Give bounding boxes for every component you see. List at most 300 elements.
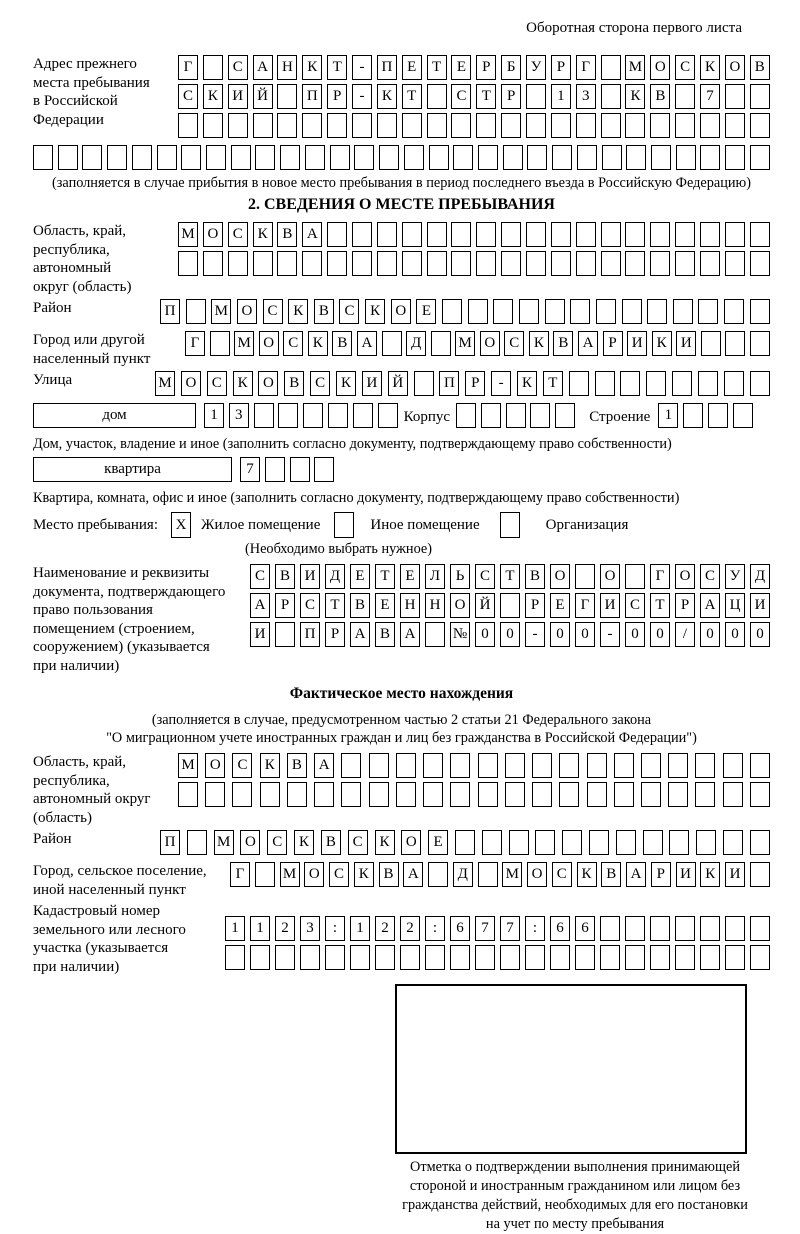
char-cell[interactable] xyxy=(228,113,248,138)
char-cell[interactable] xyxy=(600,945,620,970)
char-cell[interactable]: М xyxy=(280,862,300,887)
char-cell[interactable]: Ц xyxy=(725,593,745,618)
char-cell[interactable] xyxy=(300,945,320,970)
char-cell[interactable] xyxy=(750,299,770,324)
char-cell[interactable] xyxy=(576,251,596,276)
char-cell[interactable] xyxy=(352,222,372,247)
char-cell[interactable]: С xyxy=(263,299,283,324)
char-cell[interactable]: 0 xyxy=(725,622,745,647)
char-cell[interactable]: Г xyxy=(185,331,205,356)
char-cell[interactable]: Р xyxy=(651,862,671,887)
char-cell[interactable]: А xyxy=(314,753,334,778)
stay-type-checkbox-residential[interactable]: X xyxy=(171,512,191,538)
char-cell[interactable] xyxy=(375,945,395,970)
char-cell[interactable]: П xyxy=(160,830,180,855)
char-cell[interactable] xyxy=(601,84,621,109)
char-cell[interactable]: К xyxy=(700,862,720,887)
char-cell[interactable] xyxy=(501,251,521,276)
char-cell[interactable]: В xyxy=(287,753,307,778)
char-cell[interactable] xyxy=(352,113,372,138)
char-cell[interactable]: С xyxy=(329,862,349,887)
char-cell[interactable] xyxy=(559,753,579,778)
char-cell[interactable]: В xyxy=(321,830,341,855)
char-cell[interactable] xyxy=(505,753,525,778)
char-cell[interactable]: : xyxy=(425,916,445,941)
char-cell[interactable]: Е xyxy=(375,593,395,618)
char-cell[interactable] xyxy=(369,782,389,807)
char-cell[interactable]: М xyxy=(178,753,198,778)
char-cell[interactable]: С xyxy=(267,830,287,855)
char-cell[interactable] xyxy=(696,830,716,855)
char-cell[interactable] xyxy=(596,299,616,324)
char-cell[interactable]: К xyxy=(354,862,374,887)
char-cell[interactable] xyxy=(577,145,597,170)
char-cell[interactable]: С xyxy=(552,862,572,887)
char-cell[interactable] xyxy=(505,782,525,807)
char-cell[interactable] xyxy=(228,251,248,276)
char-cell[interactable] xyxy=(427,251,447,276)
char-cell[interactable] xyxy=(451,113,471,138)
char-cell[interactable]: 1 xyxy=(658,403,678,428)
char-cell[interactable] xyxy=(178,113,198,138)
char-cell[interactable]: К xyxy=(302,55,322,80)
char-cell[interactable]: М xyxy=(178,222,198,247)
char-cell[interactable] xyxy=(427,222,447,247)
char-cell[interactable] xyxy=(493,299,513,324)
char-cell[interactable] xyxy=(601,113,621,138)
char-cell[interactable] xyxy=(82,145,102,170)
char-cell[interactable] xyxy=(650,916,670,941)
char-cell[interactable] xyxy=(253,251,273,276)
char-cell[interactable] xyxy=(277,84,297,109)
char-cell[interactable]: Т xyxy=(500,564,520,589)
char-cell[interactable] xyxy=(232,782,252,807)
char-cell[interactable] xyxy=(551,222,571,247)
char-cell[interactable] xyxy=(750,222,770,247)
char-cell[interactable] xyxy=(250,945,270,970)
char-cell[interactable] xyxy=(589,830,609,855)
char-cell[interactable] xyxy=(429,145,449,170)
char-cell[interactable]: Р xyxy=(476,55,496,80)
char-cell[interactable] xyxy=(302,113,322,138)
char-cell[interactable]: 3 xyxy=(300,916,320,941)
char-cell[interactable] xyxy=(723,753,743,778)
char-cell[interactable] xyxy=(725,916,745,941)
char-cell[interactable]: В xyxy=(277,222,297,247)
char-cell[interactable] xyxy=(500,945,520,970)
char-cell[interactable]: 0 xyxy=(500,622,520,647)
char-cell[interactable] xyxy=(641,782,661,807)
char-cell[interactable]: О xyxy=(675,564,695,589)
char-cell[interactable]: Н xyxy=(400,593,420,618)
char-cell[interactable] xyxy=(325,945,345,970)
char-cell[interactable]: Й xyxy=(388,371,408,396)
char-cell[interactable]: - xyxy=(491,371,511,396)
char-cell[interactable] xyxy=(576,113,596,138)
char-cell[interactable]: В xyxy=(284,371,304,396)
char-cell[interactable] xyxy=(526,84,546,109)
char-cell[interactable]: С xyxy=(310,371,330,396)
char-cell[interactable]: И xyxy=(228,84,248,109)
char-cell[interactable]: С xyxy=(228,222,248,247)
char-cell[interactable]: В xyxy=(275,564,295,589)
char-cell[interactable]: Р xyxy=(675,593,695,618)
char-cell[interactable] xyxy=(750,113,770,138)
char-cell[interactable]: В xyxy=(379,862,399,887)
char-cell[interactable] xyxy=(442,299,462,324)
char-cell[interactable] xyxy=(330,145,350,170)
char-cell[interactable]: С xyxy=(300,593,320,618)
char-cell[interactable]: - xyxy=(352,55,372,80)
char-cell[interactable] xyxy=(260,782,280,807)
char-cell[interactable]: Г xyxy=(650,564,670,589)
char-cell[interactable]: А xyxy=(357,331,377,356)
char-cell[interactable] xyxy=(698,371,718,396)
char-cell[interactable]: О xyxy=(527,862,547,887)
char-cell[interactable]: К xyxy=(288,299,308,324)
char-cell[interactable]: И xyxy=(362,371,382,396)
char-cell[interactable] xyxy=(587,782,607,807)
char-cell[interactable]: Р xyxy=(501,84,521,109)
char-cell[interactable]: С xyxy=(625,593,645,618)
char-cell[interactable] xyxy=(377,113,397,138)
char-cell[interactable]: Е xyxy=(350,564,370,589)
char-cell[interactable] xyxy=(402,113,422,138)
char-cell[interactable]: 1 xyxy=(551,84,571,109)
char-cell[interactable]: 1 xyxy=(204,403,224,428)
char-cell[interactable] xyxy=(530,403,550,428)
char-cell[interactable] xyxy=(402,222,422,247)
char-cell[interactable]: А xyxy=(578,331,598,356)
char-cell[interactable]: П xyxy=(302,84,322,109)
char-cell[interactable] xyxy=(570,299,590,324)
char-cell[interactable] xyxy=(725,113,745,138)
char-cell[interactable] xyxy=(601,55,621,80)
char-cell[interactable] xyxy=(750,251,770,276)
char-cell[interactable] xyxy=(456,403,476,428)
char-cell[interactable]: Е xyxy=(451,55,471,80)
char-cell[interactable] xyxy=(569,371,589,396)
char-cell[interactable] xyxy=(275,945,295,970)
char-cell[interactable] xyxy=(575,945,595,970)
char-cell[interactable]: : xyxy=(525,916,545,941)
char-cell[interactable]: Г xyxy=(178,55,198,80)
char-cell[interactable]: С xyxy=(232,753,252,778)
char-cell[interactable] xyxy=(723,782,743,807)
char-cell[interactable] xyxy=(669,830,689,855)
char-cell[interactable]: Т xyxy=(650,593,670,618)
char-cell[interactable]: 6 xyxy=(450,916,470,941)
char-cell[interactable] xyxy=(750,862,770,887)
char-cell[interactable] xyxy=(616,830,636,855)
char-cell[interactable]: Р xyxy=(275,593,295,618)
char-cell[interactable]: А xyxy=(403,862,423,887)
char-cell[interactable]: А xyxy=(400,622,420,647)
char-cell[interactable]: К xyxy=(294,830,314,855)
char-cell[interactable] xyxy=(551,113,571,138)
char-cell[interactable]: № xyxy=(450,622,470,647)
char-cell[interactable]: 2 xyxy=(400,916,420,941)
char-cell[interactable] xyxy=(379,145,399,170)
char-cell[interactable]: Д xyxy=(453,862,473,887)
char-cell[interactable] xyxy=(526,113,546,138)
char-cell[interactable]: В xyxy=(750,55,770,80)
char-cell[interactable]: 0 xyxy=(475,622,495,647)
char-cell[interactable]: К xyxy=(377,84,397,109)
char-cell[interactable] xyxy=(352,251,372,276)
char-cell[interactable]: Е xyxy=(416,299,436,324)
char-cell[interactable] xyxy=(455,830,475,855)
char-cell[interactable] xyxy=(675,84,695,109)
char-cell[interactable] xyxy=(562,830,582,855)
char-cell[interactable] xyxy=(750,753,770,778)
char-cell[interactable]: Ь xyxy=(450,564,470,589)
char-cell[interactable] xyxy=(601,222,621,247)
char-cell[interactable] xyxy=(501,113,521,138)
char-cell[interactable] xyxy=(725,945,745,970)
char-cell[interactable] xyxy=(328,403,348,428)
char-cell[interactable] xyxy=(327,113,347,138)
char-cell[interactable] xyxy=(698,299,718,324)
char-cell[interactable] xyxy=(675,222,695,247)
char-cell[interactable]: И xyxy=(600,593,620,618)
char-cell[interactable] xyxy=(500,593,520,618)
char-cell[interactable]: 7 xyxy=(240,457,260,482)
char-cell[interactable]: Р xyxy=(525,593,545,618)
char-cell[interactable]: Т xyxy=(476,84,496,109)
char-cell[interactable] xyxy=(33,145,53,170)
char-cell[interactable]: 7 xyxy=(500,916,520,941)
char-cell[interactable]: К xyxy=(260,753,280,778)
char-cell[interactable] xyxy=(203,113,223,138)
char-cell[interactable]: С xyxy=(283,331,303,356)
char-cell[interactable] xyxy=(400,945,420,970)
char-cell[interactable]: И xyxy=(725,862,745,887)
char-cell[interactable] xyxy=(700,145,720,170)
char-cell[interactable] xyxy=(206,145,226,170)
char-cell[interactable]: О xyxy=(258,371,278,396)
char-cell[interactable] xyxy=(478,145,498,170)
char-cell[interactable] xyxy=(476,251,496,276)
char-cell[interactable] xyxy=(676,145,696,170)
char-cell[interactable]: К xyxy=(365,299,385,324)
char-cell[interactable] xyxy=(378,403,398,428)
char-cell[interactable]: И xyxy=(676,862,696,887)
char-cell[interactable] xyxy=(526,222,546,247)
char-cell[interactable] xyxy=(280,145,300,170)
char-cell[interactable]: В xyxy=(314,299,334,324)
char-cell[interactable] xyxy=(576,222,596,247)
char-cell[interactable] xyxy=(643,830,663,855)
char-cell[interactable] xyxy=(646,371,666,396)
char-cell[interactable] xyxy=(341,753,361,778)
char-cell[interactable]: 1 xyxy=(225,916,245,941)
char-cell[interactable] xyxy=(622,299,642,324)
char-cell[interactable] xyxy=(476,222,496,247)
char-cell[interactable]: О xyxy=(650,55,670,80)
char-cell[interactable] xyxy=(278,403,298,428)
char-cell[interactable] xyxy=(290,457,310,482)
char-cell[interactable] xyxy=(377,222,397,247)
char-cell[interactable] xyxy=(265,457,285,482)
char-cell[interactable]: 0 xyxy=(700,622,720,647)
char-cell[interactable]: К xyxy=(625,84,645,109)
char-cell[interactable] xyxy=(314,457,334,482)
char-cell[interactable]: Г xyxy=(576,55,596,80)
char-cell[interactable]: 1 xyxy=(250,916,270,941)
char-cell[interactable] xyxy=(468,299,488,324)
char-cell[interactable]: : xyxy=(325,916,345,941)
char-cell[interactable] xyxy=(425,622,445,647)
char-cell[interactable]: М xyxy=(155,371,175,396)
char-cell[interactable] xyxy=(305,145,325,170)
char-cell[interactable] xyxy=(210,331,230,356)
char-cell[interactable]: М xyxy=(234,331,254,356)
char-cell[interactable]: С xyxy=(675,55,695,80)
char-cell[interactable]: К xyxy=(308,331,328,356)
char-cell[interactable] xyxy=(428,862,448,887)
char-cell[interactable]: Г xyxy=(230,862,250,887)
char-cell[interactable]: О xyxy=(725,55,745,80)
char-cell[interactable] xyxy=(203,55,223,80)
char-cell[interactable] xyxy=(575,564,595,589)
char-cell[interactable] xyxy=(382,331,402,356)
char-cell[interactable]: 7 xyxy=(700,84,720,109)
char-cell[interactable]: П xyxy=(439,371,459,396)
char-cell[interactable]: Н xyxy=(277,55,297,80)
char-cell[interactable] xyxy=(683,403,703,428)
char-cell[interactable] xyxy=(701,331,721,356)
char-cell[interactable] xyxy=(695,753,715,778)
char-cell[interactable]: С xyxy=(348,830,368,855)
char-cell[interactable] xyxy=(675,251,695,276)
char-cell[interactable]: Р xyxy=(603,331,623,356)
char-cell[interactable] xyxy=(750,945,770,970)
char-cell[interactable] xyxy=(625,222,645,247)
char-cell[interactable]: К xyxy=(529,331,549,356)
char-cell[interactable] xyxy=(625,564,645,589)
char-cell[interactable]: И xyxy=(676,331,696,356)
char-cell[interactable] xyxy=(700,113,720,138)
char-cell[interactable] xyxy=(535,830,555,855)
char-cell[interactable]: К xyxy=(336,371,356,396)
char-cell[interactable] xyxy=(601,251,621,276)
char-cell[interactable]: М xyxy=(502,862,522,887)
char-cell[interactable] xyxy=(650,113,670,138)
char-cell[interactable]: В xyxy=(375,622,395,647)
char-cell[interactable] xyxy=(327,222,347,247)
char-cell[interactable] xyxy=(476,113,496,138)
char-cell[interactable] xyxy=(750,916,770,941)
char-cell[interactable]: С xyxy=(250,564,270,589)
char-cell[interactable]: Р xyxy=(325,622,345,647)
char-cell[interactable] xyxy=(396,753,416,778)
char-cell[interactable] xyxy=(287,782,307,807)
char-cell[interactable] xyxy=(132,145,152,170)
char-cell[interactable] xyxy=(354,145,374,170)
char-cell[interactable]: С xyxy=(228,55,248,80)
char-cell[interactable] xyxy=(675,113,695,138)
char-cell[interactable] xyxy=(225,945,245,970)
char-cell[interactable] xyxy=(478,862,498,887)
char-cell[interactable]: А xyxy=(350,622,370,647)
char-cell[interactable] xyxy=(750,331,770,356)
char-cell[interactable] xyxy=(551,251,571,276)
char-cell[interactable] xyxy=(431,331,451,356)
char-cell[interactable]: Е xyxy=(550,593,570,618)
char-cell[interactable] xyxy=(427,113,447,138)
char-cell[interactable] xyxy=(314,782,334,807)
char-cell[interactable]: О xyxy=(450,593,470,618)
char-cell[interactable] xyxy=(253,113,273,138)
char-cell[interactable]: Т xyxy=(427,55,447,80)
char-cell[interactable] xyxy=(673,299,693,324)
char-cell[interactable] xyxy=(451,251,471,276)
char-cell[interactable] xyxy=(725,84,745,109)
char-cell[interactable]: Д xyxy=(325,564,345,589)
char-cell[interactable] xyxy=(178,782,198,807)
char-cell[interactable] xyxy=(525,945,545,970)
char-cell[interactable]: О xyxy=(259,331,279,356)
char-cell[interactable] xyxy=(341,782,361,807)
char-cell[interactable] xyxy=(453,145,473,170)
char-cell[interactable] xyxy=(231,145,251,170)
char-cell[interactable]: 6 xyxy=(550,916,570,941)
char-cell[interactable]: 3 xyxy=(229,403,249,428)
char-cell[interactable]: С xyxy=(339,299,359,324)
char-cell[interactable]: О xyxy=(240,830,260,855)
char-cell[interactable]: Р xyxy=(465,371,485,396)
char-cell[interactable]: О xyxy=(304,862,324,887)
char-cell[interactable] xyxy=(750,782,770,807)
char-cell[interactable]: К xyxy=(700,55,720,80)
char-cell[interactable] xyxy=(404,145,424,170)
char-cell[interactable]: В xyxy=(553,331,573,356)
char-cell[interactable]: Т xyxy=(543,371,563,396)
char-cell[interactable] xyxy=(402,251,422,276)
char-cell[interactable]: М xyxy=(214,830,234,855)
char-cell[interactable] xyxy=(425,945,445,970)
char-cell[interactable] xyxy=(303,403,323,428)
char-cell[interactable] xyxy=(545,299,565,324)
char-cell[interactable] xyxy=(552,145,572,170)
char-cell[interactable]: В xyxy=(601,862,621,887)
char-cell[interactable] xyxy=(450,753,470,778)
char-cell[interactable] xyxy=(750,371,770,396)
char-cell[interactable]: Й xyxy=(253,84,273,109)
char-cell[interactable]: В xyxy=(650,84,670,109)
char-cell[interactable] xyxy=(423,782,443,807)
char-cell[interactable]: И xyxy=(750,593,770,618)
char-cell[interactable]: Т xyxy=(327,55,347,80)
char-cell[interactable]: 0 xyxy=(625,622,645,647)
char-cell[interactable] xyxy=(478,782,498,807)
char-cell[interactable] xyxy=(275,622,295,647)
char-cell[interactable] xyxy=(626,145,646,170)
char-cell[interactable]: М xyxy=(455,331,475,356)
char-cell[interactable] xyxy=(668,782,688,807)
char-cell[interactable] xyxy=(725,251,745,276)
char-cell[interactable]: Р xyxy=(327,84,347,109)
char-cell[interactable]: Г xyxy=(575,593,595,618)
char-cell[interactable]: А xyxy=(253,55,273,80)
char-cell[interactable]: Й xyxy=(475,593,495,618)
char-cell[interactable] xyxy=(708,403,728,428)
char-cell[interactable]: Е xyxy=(428,830,448,855)
char-cell[interactable]: 7 xyxy=(475,916,495,941)
char-cell[interactable] xyxy=(526,251,546,276)
char-cell[interactable]: 2 xyxy=(275,916,295,941)
